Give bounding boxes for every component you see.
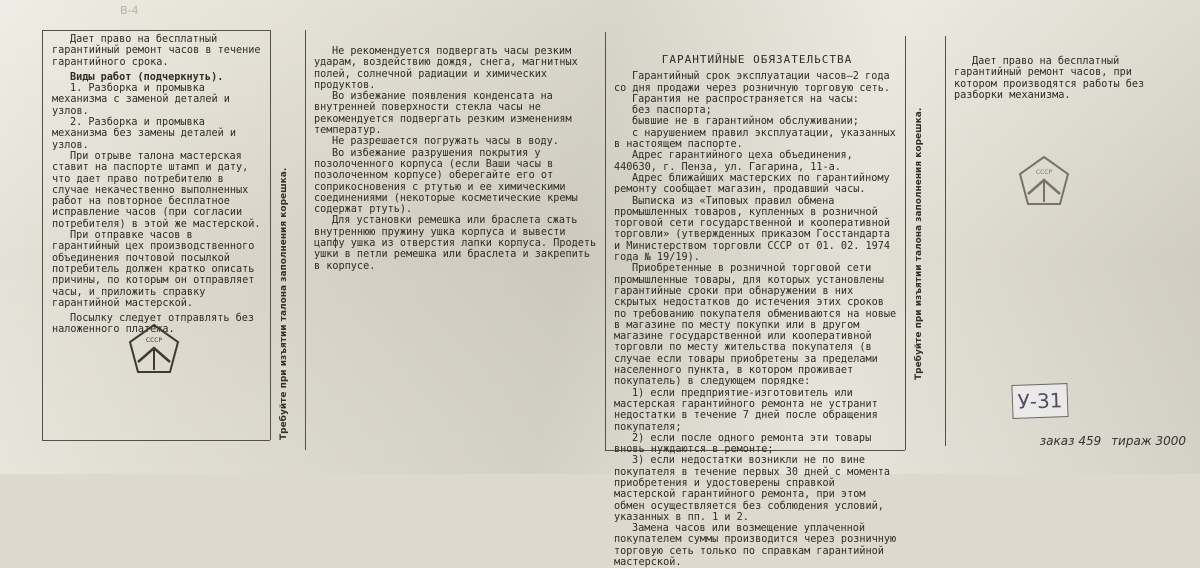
care-water-warning: Не разрешается погружать часы в воду. — [332, 136, 559, 148]
warranty-obligations — [614, 54, 900, 568]
fold-line — [605, 32, 606, 450]
coupon-left-mail-rule: При отправке часов в гарантийный цех производственного объединения почтовой посылкой потребитель должен кратко описать причины, по которым он отправляет часы, и приложить справку гарантийной мастерской. — [52, 230, 255, 309]
bottom-border-left — [42, 440, 270, 441]
warranty-condition-2: 2) если после одного ремонта эти товары вновь нуждаются в ремонте; — [614, 432, 872, 456]
care-condensation-warning: Во избежание появления конденсата на внутренней поверхности стекла часы не рекомендуется подвергать резким изменениям температур. — [314, 91, 572, 137]
care-gold-coating-note: Во избежание разрушения покрытия у позолоченного корпуса (если Ваши часы в позолоченном корпусе) оберегайте его от соприкосновения с ртутью и ее химическими соединениями (некоторые косметические кремы содержат ртуть). — [314, 147, 578, 216]
warranty-workshop-address: Адрес гарантийного цеха объединения, 440630, г. Пенза, ул. Гагарина, 11-а. — [614, 150, 853, 173]
warranty-rules-extract: Выписка из «Типовых правил обмена промышленных товаров, купленных в розничной торговой сети государственной и кооперативной торговли» (утвержденных приказом Госстандарта и Министерством торговли СССР от 01. 02. 1974 года № 19/19). — [614, 195, 891, 264]
care-instructions — [314, 46, 600, 272]
order-number: заказ 459 — [1039, 434, 1102, 448]
warranty-nearest-workshops: Адрес ближайших мастерских по гарантийному ремонту сообщает магазин, продавший часы. — [614, 172, 890, 196]
coupon-left-parcel-note: Посылку следует отправлять без наложенного платежа. — [52, 313, 255, 336]
spine-instruction-left: Требуйте при изъятии талона заполнения корешка. — [279, 167, 289, 440]
work-types-heading: Виды работ (подчеркнуть). — [70, 71, 224, 83]
coupon-left — [52, 34, 264, 336]
pencil-mark: В-4 — [120, 4, 139, 17]
warranty-exclusion-3: с нарушением правил эксплуатации, указанных в настоящем паспорте. — [614, 127, 896, 151]
stamp-left-label: СССР — [145, 337, 163, 344]
spine-instruction-right: Требуйте при изъятии талона заполнения корешка. — [914, 107, 924, 380]
top-border-left — [42, 30, 270, 31]
warranty-exchange-rules: Приобретенные в розничной торговой сети промышленные товары, для которых установлены гарантийные сроки при обнаружении в них скрытых недостатков до истечения этих сроков по требованию покупателя обмениваются на новые в магазине по месту покупки или в другом магазине государственной или кооперативной торговли по месту жительства покупателя (в случае если товары приобретены за пределами населенного пункта, в котором проживает покупатель) в следующем порядке: — [614, 263, 897, 388]
stamp-right-label: СССР — [1035, 169, 1053, 176]
coupon-left-stamp-rule: При отрыве талона мастерская ставит на паспорте штамп и дату, что дает право потребителю в случае некачественно выполненных работ на повторное бесплатное исправление часов (при согласии потребителя) в этой же мастерской. — [52, 150, 261, 230]
warranty-term: Гарантийный срок эксплуатации часов—2 года со дня продажи через розничную торговую сеть. — [614, 71, 891, 94]
warranty-exclusions-intro: Гарантия не распространяется на часы: — [632, 93, 859, 105]
quality-mark-stamp-left — [126, 322, 182, 378]
inventory-sticker: У-31 — [1011, 383, 1068, 419]
care-shock-warning: Не рекомендуется подвергать часы резким ударам, воздействию дождя, снега, магнитных полей, солнечной радиации и химических продуктов. — [314, 46, 578, 91]
coupon-right — [954, 56, 1176, 101]
warranty-condition-1: 1) если предприятие-изготовитель или мастерская гарантийного ремонта не устранит недостатки в течение 7 дней после обращения покупателя; — [614, 387, 878, 433]
warranty-title: ГАРАНТИЙНЫЕ ОБЯЗАТЕЛЬСТВА — [661, 53, 853, 66]
coupon-left-intro: Дает право на бесплатный гарантийный ремонт часов в течение гарантийного срока. — [52, 34, 261, 68]
warranty-exclusion-2: бывшие не в гарантийном обслуживании; — [632, 116, 859, 128]
work-type-1: 1. Разборка и промывка механизма с заменой деталей и узлов. — [52, 83, 230, 117]
warranty-refund-note: Замена часов или возмещение уплаченной покупателем суммы производится через розничную торговую сеть только по справкам гарантийной мастерской. — [614, 523, 897, 568]
left-border — [42, 30, 43, 440]
quality-mark-stamp-right — [1016, 154, 1072, 210]
coupon-cut-line-right — [945, 36, 946, 446]
spine-border-right — [905, 36, 906, 450]
warranty-condition-3: 3) если недостатки возникли не по вине покупателя в течение первых 30 дней с момента приобретения и удостоверены справкой мастерской гарантийного ремонта, при этом обмен осуществляется без соблюдения условий, указанных в пп. 1 и 2. — [614, 455, 891, 523]
care-strap-instructions: Для установки ремешка или браслета сжать внутреннюю пружину ушка корпуса и вывести цапфу ушка из отверстия лапки корпуса. Продеть ушки в петли ремешка или браслета и закрепить в корпусе. — [314, 215, 597, 272]
work-type-2: 2. Разборка и промывка механизма без замены деталей и узлов. — [52, 117, 237, 151]
coupon-cut-line-left — [270, 30, 271, 440]
coupon-right-intro: Дает право на бесплатный гарантийный ремонт часов, при котором производятся работы без разборки механизма. — [954, 56, 1145, 101]
spine-border-left — [305, 30, 306, 450]
print-run: тираж 3000 — [1111, 434, 1186, 448]
warranty-exclusion-1: без паспорта; — [632, 105, 712, 117]
print-info — [1034, 434, 1186, 448]
